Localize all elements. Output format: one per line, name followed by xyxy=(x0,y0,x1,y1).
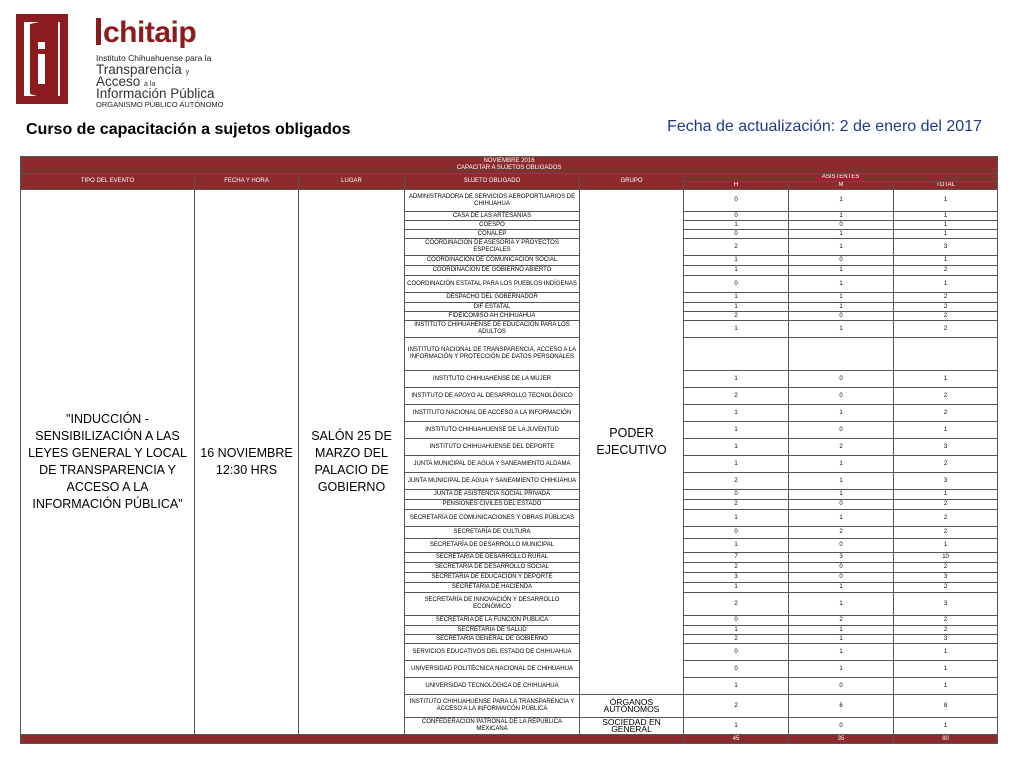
attendance-h-cell: 1 xyxy=(684,583,789,593)
attendance-t-cell: 2 xyxy=(894,312,998,321)
attendance-h-cell: 1 xyxy=(684,371,789,388)
attendance-m-cell: 2 xyxy=(789,527,894,539)
attendance-h-cell: 1 xyxy=(684,293,789,303)
attendance-t-cell: 3 xyxy=(894,593,998,616)
attendance-t-cell: 2 xyxy=(894,626,998,635)
table-row xyxy=(21,190,998,212)
sujeto-cell: SERVICIOS EDUCATIVOS DEL ESTADO DE CHIHUAHUA xyxy=(405,644,580,661)
attendance-h-cell: 2 xyxy=(684,593,789,616)
attendance-m-cell: 1 xyxy=(789,490,894,500)
sujeto-cell: INSTITUTO CHIHUAHUENSE DEL DEPORTE xyxy=(405,439,580,456)
attendance-t-cell: 2 xyxy=(894,616,998,626)
sujeto-cell: SECRETARÍA DE COMUNICACIONES Y OBRAS PÚBLICAS xyxy=(405,510,580,527)
attendance-t-cell: 1 xyxy=(894,276,998,293)
logo-line-1: Instituto Chihuahuense para la xyxy=(96,53,212,63)
attendance-t-cell xyxy=(894,338,998,371)
sujeto-cell: SECRETARÍA DE DESARROLLO RURAL xyxy=(405,553,580,563)
attendance-h-cell: 1 xyxy=(684,256,789,266)
attendance-h-cell: 0 xyxy=(684,644,789,661)
attendance-t-cell: 1 xyxy=(894,256,998,266)
sujeto-cell: UNIVERSIDAD POLITÉCNICA NACIONAL DE CHIHUAHUA xyxy=(405,661,580,678)
attendance-m-cell: 1 xyxy=(789,276,894,293)
sujeto-cell: INSTITUTO CHIHUAHENSE DE EDUCACIÓN PARA LOS ADULTOS xyxy=(405,321,580,338)
group-autonomos-cell: ÓRGANOS AUTÓNOMOS xyxy=(580,695,684,718)
attendance-t-cell: 2 xyxy=(894,405,998,422)
attendance-m-cell: 1 xyxy=(789,644,894,661)
attendance-h-cell: 1 xyxy=(684,422,789,439)
attendance-h-cell: 1 xyxy=(684,266,789,276)
col-asistentes: ASISTENTES xyxy=(684,174,998,182)
attendance-m-cell: 1 xyxy=(789,293,894,303)
attendance-m-cell: 0 xyxy=(789,678,894,695)
attendance-h-cell: 2 xyxy=(684,695,789,718)
sujeto-cell: SECRETARÍA DE LA FUNCIÓN PÚBLICA xyxy=(405,616,580,626)
sujeto-cell: UNIVERSIDAD TECNOLÓGICA DE CHIHUAHUA xyxy=(405,678,580,695)
attendance-h-cell: 1 xyxy=(684,539,789,553)
sujeto-cell: DIF ESTATAL xyxy=(405,303,580,312)
attendance-m-cell: 1 xyxy=(789,510,894,527)
attendance-m-cell: 0 xyxy=(789,563,894,573)
sujeto-cell: COORDINACIÓN ESTATAL PARA LOS PUEBLOS INDÍGENAS xyxy=(405,276,580,293)
attendance-t-cell: 1 xyxy=(894,212,998,221)
sujeto-cell: JUNTA DE ASISTENCIA SOCIAL PRIVADA xyxy=(405,490,580,500)
attendance-h-cell: 1 xyxy=(684,678,789,695)
attendance-m-cell: 0 xyxy=(789,312,894,321)
attendance-m-cell: 0 xyxy=(789,573,894,583)
col-h: H xyxy=(684,182,789,190)
logo-line-2: Transparencia y xyxy=(96,62,190,77)
group-ejecutivo-cell: PODER EJECUTIVO xyxy=(580,190,684,695)
attendance-h-cell: 1 xyxy=(684,303,789,312)
event-place-cell: SALÓN 25 DE MARZO DEL PALACIO DE GOBIERNO xyxy=(299,190,405,735)
attendance-t-cell: 3 xyxy=(894,439,998,456)
col-sujeto: SUJETO OBLIGADO xyxy=(405,174,580,190)
sujeto-cell: PENSIONES CIVILES DEL ESTADO xyxy=(405,500,580,510)
sujeto-cell: COESPO xyxy=(405,221,580,230)
sujeto-cell: JUNTA MUNICIPAL DE AGUA Y SANEAMIENTO CHIHUAHUA xyxy=(405,473,580,490)
attendance-t-cell: 2 xyxy=(894,388,998,405)
attendance-t-cell: 1 xyxy=(894,539,998,553)
attendance-t-cell: 1 xyxy=(894,371,998,388)
sujeto-cell: INSTITUTO NACIONAL DE ACCESO A LA INFORMACIÓN xyxy=(405,405,580,422)
attendance-m-cell: 2 xyxy=(789,439,894,456)
attendance-t-cell: 3 xyxy=(894,473,998,490)
attendance-h-cell: 0 xyxy=(684,190,789,212)
attendance-m-cell: 0 xyxy=(789,539,894,553)
attendance-m-cell: 1 xyxy=(789,626,894,635)
attendance-m-cell: 1 xyxy=(789,635,894,644)
sujeto-cell: COORDINACIÓN DE COMUNICACIÓN SOCIAL xyxy=(405,256,580,266)
col-grupo: GRUPO xyxy=(580,174,684,190)
sujeto-cell: DESPACHO DEL GOBERNADOR xyxy=(405,293,580,303)
attendance-t-cell: 3 xyxy=(894,239,998,256)
attendance-m-cell: 1 xyxy=(789,661,894,678)
sujeto-cell: INSTITUTO CHIHUAHUENSE DE LA JUVENTUD xyxy=(405,422,580,439)
attendance-h-cell: 0 xyxy=(684,212,789,221)
update-date: Fecha de actualización: 2 de enero del 2017 xyxy=(667,118,982,135)
col-fecha: FECHA Y HORA xyxy=(195,174,299,190)
attendance-t-cell: 1 xyxy=(894,190,998,212)
sujeto-cell: FIDEICOMISO AH CHIHUAHUA xyxy=(405,312,580,321)
sujeto-cell: SECRETARÍA DE INNOVACIÓN Y DESARROLLO ECONÓMICO xyxy=(405,593,580,616)
attendance-t-cell: 1 xyxy=(894,661,998,678)
attendance-m-cell: 0 xyxy=(789,718,894,735)
attendance-t-cell: 1 xyxy=(894,718,998,735)
sujeto-cell: SECRETARÍA DE DESARROLLO SOCIAL xyxy=(405,563,580,573)
attendance-m-cell: 1 xyxy=(789,321,894,338)
attendance-t-cell: 1 xyxy=(894,221,998,230)
attendance-h-cell: 1 xyxy=(684,626,789,635)
attendance-h-cell: 2 xyxy=(684,500,789,510)
attendance-m-cell: 0 xyxy=(789,422,894,439)
attendance-t-cell: 8 xyxy=(894,695,998,718)
attendance-h-cell: 2 xyxy=(684,239,789,256)
col-tipo: TIPO DEL EVENTO xyxy=(21,174,195,190)
sujeto-cell: CONALEP xyxy=(405,230,580,239)
sujeto-cell: SECRETARÍA DE DESARROLLO MUNICIPAL xyxy=(405,539,580,553)
attendance-m-cell: 0 xyxy=(789,500,894,510)
attendance-m-cell: 1 xyxy=(789,405,894,422)
attendance-m-cell xyxy=(789,338,894,371)
attendance-h-cell: 3 xyxy=(684,573,789,583)
attendance-h-cell: 1 xyxy=(684,456,789,473)
attendance-h-cell: 0 xyxy=(684,616,789,626)
attendance-m-cell: 1 xyxy=(789,593,894,616)
training-report-table xyxy=(20,156,998,744)
sujeto-cell: SECRETARÍA DE CULTURA xyxy=(405,527,580,539)
attendance-h-cell: 1 xyxy=(684,439,789,456)
sujeto-cell: INSTITUTO DE APOYO AL DESARROLLO TECNOLÓGICO xyxy=(405,388,580,405)
totals-spacer xyxy=(21,735,684,744)
attendance-h-cell xyxy=(684,338,789,371)
attendance-h-cell: 2 xyxy=(684,388,789,405)
attendance-h-cell: 1 xyxy=(684,321,789,338)
attendance-h-cell: 0 xyxy=(684,490,789,500)
sujeto-cell: COORDINACIÓN DE GOBIERNO ABIERTO xyxy=(405,266,580,276)
attendance-t-cell: 2 xyxy=(894,500,998,510)
attendance-h-cell: 2 xyxy=(684,635,789,644)
attendance-h-cell: 0 xyxy=(684,661,789,678)
sujeto-cell: CONFEDERACIÓN PATRONAL DE LA REPÚBLICA MEXICANA xyxy=(405,718,580,735)
attendance-h-cell: 0 xyxy=(684,527,789,539)
attendance-m-cell: 3 xyxy=(789,553,894,563)
attendance-m-cell: 1 xyxy=(789,303,894,312)
col-total: TOTAL xyxy=(894,182,998,190)
sujeto-cell: INSTITUTO CHIHUAHUENSE PARA LA TRANSPARENCIA Y ACCESO A LA INFORMAICÓN PÚBLICA xyxy=(405,695,580,718)
attendance-t-cell: 2 xyxy=(894,527,998,539)
attendance-t-cell: 1 xyxy=(894,490,998,500)
attendance-h-cell: 2 xyxy=(684,312,789,321)
attendance-h-cell: 1 xyxy=(684,718,789,735)
attendance-t-cell: 2 xyxy=(894,321,998,338)
door-logo-icon xyxy=(16,14,74,106)
attendance-m-cell: 1 xyxy=(789,583,894,593)
document-title: Curso de capacitación a sujetos obligados xyxy=(26,121,351,138)
attendance-m-cell: 2 xyxy=(789,616,894,626)
attendance-t-cell: 3 xyxy=(894,573,998,583)
attendance-h-cell: 2 xyxy=(684,473,789,490)
attendance-m-cell: 0 xyxy=(789,371,894,388)
attendance-t-cell: 1 xyxy=(894,644,998,661)
group-sociedad-cell: SOCIEDAD EN GENERAL xyxy=(580,718,684,735)
report-header xyxy=(21,157,998,174)
col-m: M xyxy=(789,182,894,190)
attendance-m-cell: 1 xyxy=(789,239,894,256)
total-m: 35 xyxy=(789,735,894,744)
sujeto-cell: SECRETARÍA DE EDUCACIÓN Y DEPORTE xyxy=(405,573,580,583)
sujeto-cell: CASA DE LAS ARTESANÍAS xyxy=(405,212,580,221)
attendance-m-cell: 0 xyxy=(789,256,894,266)
total-all: 80 xyxy=(894,735,998,744)
attendance-t-cell: 1 xyxy=(894,422,998,439)
sujeto-cell: JUNTA MUNICIPAL DE AGUA Y SANEAMIENTO ALDAMA xyxy=(405,456,580,473)
attendance-t-cell: 2 xyxy=(894,293,998,303)
attendance-t-cell: 2 xyxy=(894,563,998,573)
event-date-cell: 16 NOVIEMBRE 12:30 HRS xyxy=(195,190,299,735)
attendance-t-cell: 2 xyxy=(894,583,998,593)
attendance-t-cell: 1 xyxy=(894,230,998,239)
attendance-m-cell: 1 xyxy=(789,473,894,490)
event-type-cell: "INDUCCIÓN - SENSIBILIZACIÓN A LAS LEYES GENERAL Y LOCAL DE TRANSPARENCIA Y ACCESO A LA INFORMACIÓN PÚBLICA" xyxy=(21,190,195,735)
attendance-h-cell: 0 xyxy=(684,230,789,239)
attendance-m-cell: 1 xyxy=(789,456,894,473)
total-h: 45 xyxy=(684,735,789,744)
ichitaip-logo xyxy=(16,12,224,109)
sujeto-cell: COORDINACIÓN DE ASESORÍA Y PROYECTOS ESPECIALES xyxy=(405,239,580,256)
attendance-h-cell: 0 xyxy=(684,276,789,293)
logo-wordmark: chitaip xyxy=(96,16,196,50)
sujeto-cell: INSTITUTO CHIHUAHENSE DE LA MUJER xyxy=(405,371,580,388)
attendance-h-cell: 1 xyxy=(684,405,789,422)
logo-line-4: Información Pública xyxy=(96,86,215,101)
attendance-h-cell: 2 xyxy=(684,563,789,573)
attendance-t-cell: 2 xyxy=(894,456,998,473)
attendance-m-cell: 1 xyxy=(789,230,894,239)
attendance-t-cell: 2 xyxy=(894,303,998,312)
attendance-t-cell: 2 xyxy=(894,266,998,276)
attendance-t-cell: 10 xyxy=(894,553,998,563)
sujeto-cell: SECRETARÍA DE HACIENDA xyxy=(405,583,580,593)
logo-line-5: ORGANISMO PÚBLICO AUTÓNOMO xyxy=(96,100,224,109)
attendance-m-cell: 1 xyxy=(789,266,894,276)
logo-line-3: Acceso a la xyxy=(96,74,156,89)
sujeto-cell: INSTITUTO NACIONAL DE TRANSPARENCIA, ACCESO A LA INFORMACIÓN Y PROTECCIÓN DE DATOS PERSONALES xyxy=(405,338,580,371)
attendance-m-cell: 1 xyxy=(789,212,894,221)
attendance-h-cell: 1 xyxy=(684,221,789,230)
sujeto-cell: SECRETARÍA GENERAL DE GOBIERNO xyxy=(405,635,580,644)
attendance-h-cell: 1 xyxy=(684,510,789,527)
attendance-m-cell: 0 xyxy=(789,388,894,405)
attendance-m-cell: 0 xyxy=(789,221,894,230)
col-lugar: LUGAR xyxy=(299,174,405,190)
attendance-t-cell: 1 xyxy=(894,678,998,695)
attendance-t-cell: 3 xyxy=(894,635,998,644)
header-subtitle: CAPACITAR A SUJETOS OBLIGADOS xyxy=(456,165,562,171)
header-month: NOVIEMBRE 2016 xyxy=(483,158,535,164)
attendance-t-cell: 2 xyxy=(894,510,998,527)
attendance-m-cell: 6 xyxy=(789,695,894,718)
attendance-h-cell: 7 xyxy=(684,553,789,563)
attendance-m-cell: 1 xyxy=(789,190,894,212)
sujeto-cell: ADMINISTRADORA DE SERVICIOS AEROPORTUARIOS DE CHIHUAHUA xyxy=(405,190,580,212)
sujeto-cell: SECRETARÍA DE SALUD xyxy=(405,626,580,635)
